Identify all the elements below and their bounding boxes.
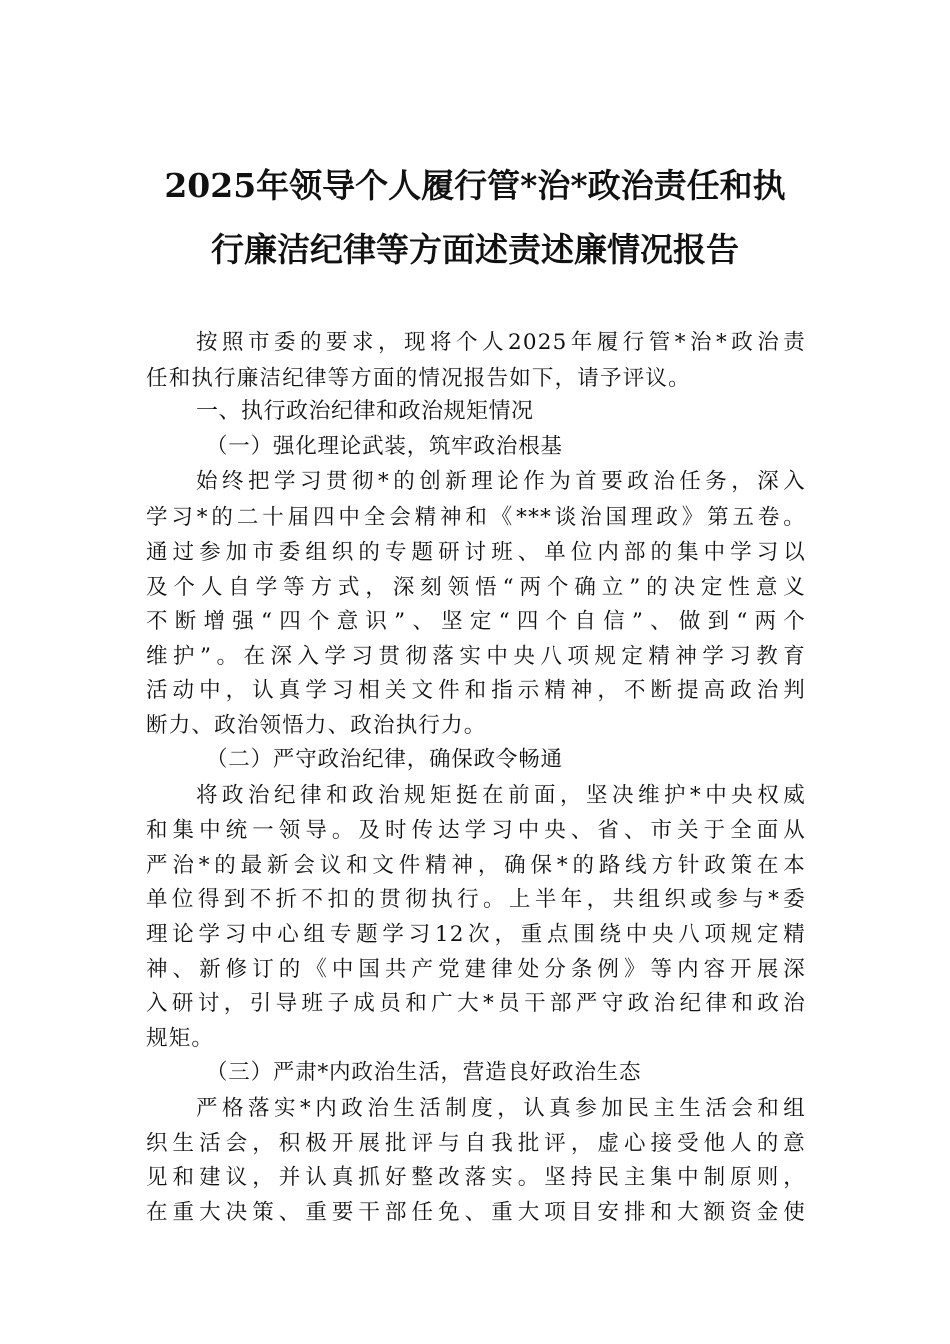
paragraph-line: 将政治纪律和政治规矩挺在前面，坚决维护*中央权威 [196,783,806,808]
section-heading-1: 一、执行政治纪律和政治规矩情况 [196,399,534,424]
subsection-heading-2: （二）严守政治纪律，确保政令畅通 [206,747,563,772]
paragraph-line: 严格落实*内政治生活制度，认真参加民主生活会和组 [196,1096,806,1121]
paragraph-line: 织生活会，积极开展批评与自我批评，虚心接受他人的意 [146,1131,806,1156]
intro-paragraph-line: 任和执行廉洁纪律等方面的情况报告如下，请予评议。 [146,366,691,391]
paragraph-line: 断力、政治领悟力、政治执行力。 [146,713,487,738]
paragraph-line: 和集中统一领导。及时传达学习中央、省、市关于全面从 [146,818,806,843]
paragraph-line: 维护”。在深入学习贯彻落实中央八项规定精神学习教育 [146,644,806,669]
paragraph-line: 入研讨，引导班子成员和广大*员干部严守政治纪律和政治 [146,991,806,1016]
paragraph-line: 见和建议，并认真抓好整改落实。坚持民主集中制原则， [146,1165,806,1190]
paragraph-line: 活动中，认真学习相关文件和指示精神，不断提高政治判 [146,678,806,703]
subsection-heading-3: （三）严肃*内政治生活，营造良好政治生态 [206,1060,642,1085]
paragraph-line: 及个人自学等方式，深刻领悟“两个确立”的决定性意义 [146,575,806,600]
paragraph-line: 始终把学习贯彻*的创新理论作为首要政治任务，深入 [196,469,806,494]
paragraph-line: 严治*的最新会议和文件精神，确保*的路线方针政策在本 [146,853,806,878]
paragraph-line: 通过参加市委组织的专题研讨班、单位内部的集中学习以 [146,540,806,565]
paragraph-line: 单位得到不折不扣的贯彻执行。上半年，共组织或参与*委 [146,887,806,912]
paragraph-line: 学习*的二十届四中全会精神和《***谈治国理政》第五卷。 [146,505,806,530]
paragraph-line: 理论学习中心组专题学习12次，重点围绕中央八项规定精 [146,922,806,947]
document-title-line-1: 2025年领导个人履行管*治*政治责任和执 [164,166,786,205]
paragraph-line: 神、新修订的《中国共产党建律处分条例》等内容开展深 [146,957,806,982]
paragraph-line: 不断增强“四个意识”、坚定“四个自信”、做到“两个 [146,609,806,634]
subsection-heading-1: （一）强化理论武装，筑牢政治根基 [206,434,563,459]
document-title-line-2: 行廉洁纪律等方面述责述廉情况报告 [211,230,739,269]
paragraph-line: 规矩。 [146,1026,215,1051]
paragraph-line: 在重大决策、重要干部任免、重大项目安排和大额资金使 [146,1200,806,1225]
intro-paragraph-line: 按照市委的要求，现将个人2025年履行管*治*政治责 [196,330,806,355]
